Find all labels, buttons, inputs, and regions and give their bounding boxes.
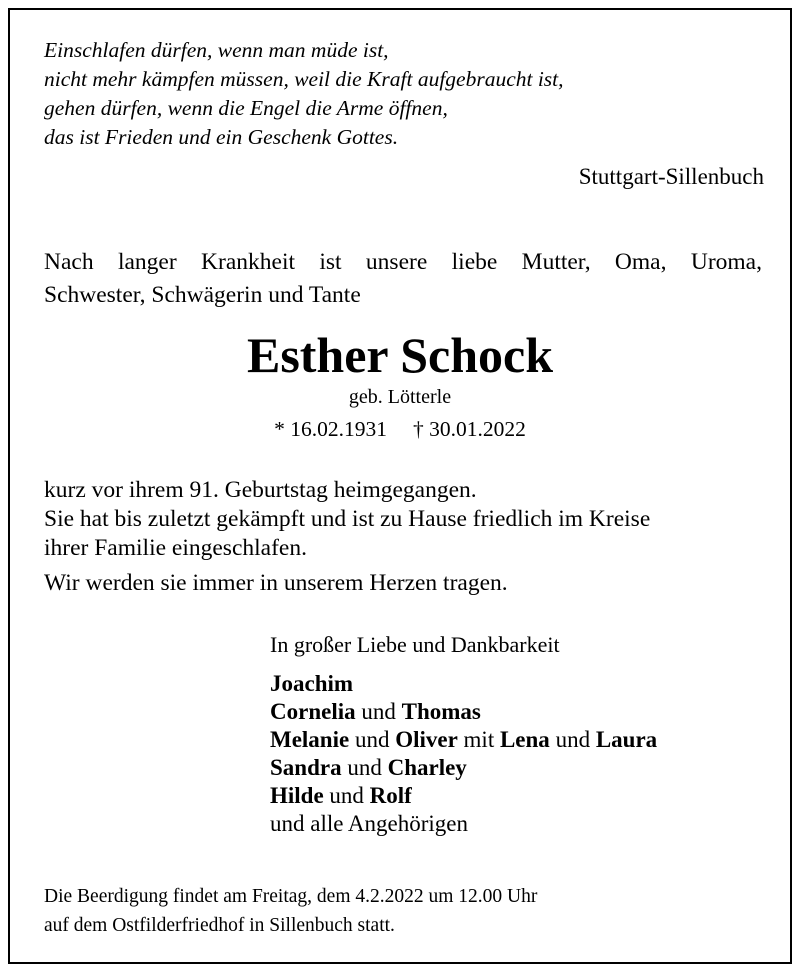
family-name: Melanie xyxy=(270,727,350,752)
funeral-line: Die Beerdigung findet am Freitag, dem 4.2.2022 um 12.00 Uhr xyxy=(44,886,538,907)
conjunction: und xyxy=(349,727,396,752)
life-dates xyxy=(0,417,800,442)
poem-line: nicht mehr kämpfen müssen, weil die Kraft aufgebraucht ist, xyxy=(44,67,564,91)
family-name: Oliver xyxy=(395,727,458,752)
family-name: Cornelia xyxy=(270,699,356,724)
funeral-line: auf dem Ostfilderfriedhof in Sillenbuch statt. xyxy=(44,915,395,936)
poem-verse xyxy=(44,36,564,152)
birth-date: * 16.02.1931 xyxy=(274,417,387,441)
family-name: Lena xyxy=(499,727,550,752)
family-name: Rolf xyxy=(369,783,412,808)
intro-text xyxy=(44,246,762,312)
poem-line: Einschlafen dürfen, wenn man müde ist, xyxy=(44,38,389,62)
family-row xyxy=(270,698,657,726)
conjunction: und xyxy=(323,783,370,808)
family-name: Laura xyxy=(595,727,658,752)
conjunction: mit xyxy=(457,727,500,752)
family-row xyxy=(270,726,657,754)
death-date: † 30.01.2022 xyxy=(413,417,526,441)
body-line: Wir werden sie immer in unserem Herzen tragen. xyxy=(44,570,508,596)
family-row xyxy=(270,782,657,810)
intro-line: Nach langer Krankheit ist unsere liebe Mutter, Oma, Uroma, xyxy=(44,249,762,275)
poem-line: gehen dürfen, wenn die Engel die Arme öffnen, xyxy=(44,96,448,120)
conjunction: und xyxy=(341,755,388,780)
family-signatures xyxy=(270,670,657,838)
conjunction: und xyxy=(355,699,402,724)
body-line: Sie hat bis zuletzt gekämpft und ist zu Hause friedlich im Kreise xyxy=(44,506,651,532)
family-row xyxy=(270,754,657,782)
family-row xyxy=(270,670,657,698)
birth-name: geb. Lötterle xyxy=(348,386,452,408)
conjunction: und xyxy=(549,727,596,752)
family-name: Charley xyxy=(387,755,467,780)
poem-line: das ist Frieden und ein Geschenk Gottes. xyxy=(44,125,399,149)
funeral-notice xyxy=(44,882,537,940)
thanks-line: In großer Liebe und Dankbarkeit xyxy=(270,632,560,657)
deceased-name: Esther Schock xyxy=(246,327,554,383)
body-line: ihrer Familie eingeschlafen. xyxy=(44,535,307,561)
family-name: Thomas xyxy=(401,699,481,724)
family-row: und alle Angehörigen xyxy=(270,811,469,836)
family-name: Sandra xyxy=(270,755,342,780)
intro-line: Schwester, Schwägerin und Tante xyxy=(44,282,361,308)
place-name: Stuttgart-Sillenbuch xyxy=(578,164,764,189)
family-name: Hilde xyxy=(270,783,324,808)
body-text xyxy=(44,476,650,598)
body-line: kurz vor ihrem 91. Geburtstag heimgegangen. xyxy=(44,477,477,503)
family-name: Joachim xyxy=(270,671,354,696)
